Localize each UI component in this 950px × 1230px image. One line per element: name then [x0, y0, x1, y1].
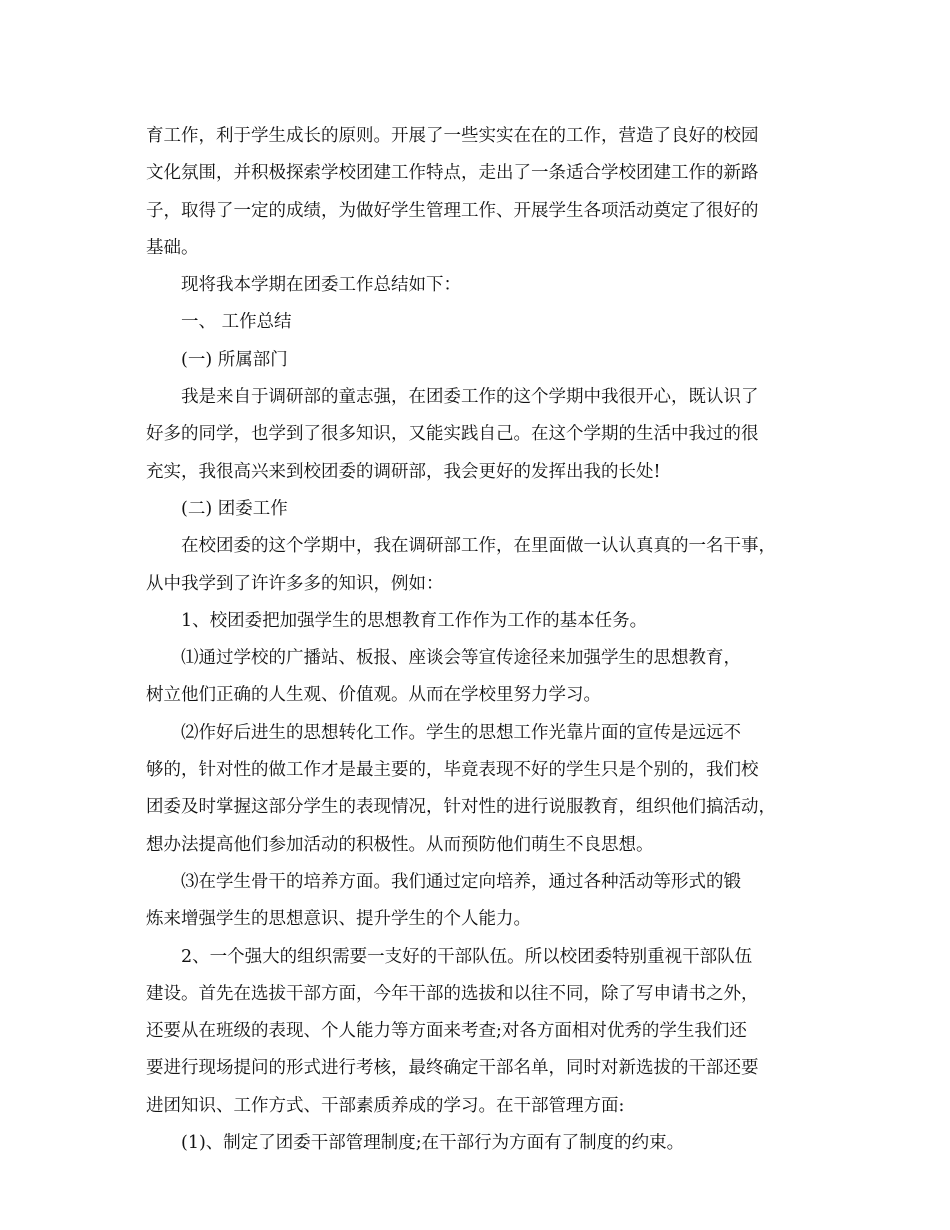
text-line: 团委及时掌握这部分学生的表现情况，针对性的进行说服教育，组织他们搞活动， — [146, 797, 776, 818]
text-line: (一) 所属部门 — [181, 349, 288, 370]
text-line: 进团知识、工作方式、干部素质养成的学习。在干部管理方面: — [146, 1095, 625, 1116]
text-line: 育工作，利于学生成长的原则。开展了一些实实在在的工作，营造了良好的校园 — [146, 126, 759, 146]
text-line: ⑵作好后进生的思想转化工作。学生的思想工作光靠片面的宣传是远远不 — [181, 722, 741, 743]
text-line: 树立他们正确的人生观、价值观。从而在学校里努力学习。 — [146, 685, 601, 706]
text-line: 2、一个强大的组织需要一支好的干部队伍。所以校团委特别重视干部队伍 — [181, 946, 753, 967]
text-line: 想办法提高他们参加活动的积极性。从而预防他们萌生不良思想。 — [146, 834, 654, 855]
text-line: (二) 团委工作 — [181, 498, 288, 519]
text-line: 建设。首先在选拔干部方面，今年干部的选拔和以往不同，除了写申请书之外， — [146, 983, 759, 1004]
text-line: ⑶在学生骨干的培养方面。我们通过定向培养，通过各种活动等形式的锻 — [181, 871, 741, 892]
text-line: 要进行现场提问的形式进行考核，最终确定干部名单，同时对新选拔的干部还要 — [146, 1058, 759, 1079]
text-line: 够的，针对性的做工作才是最主要的，毕竟表现不好的学生只是个别的，我们校 — [146, 760, 759, 781]
text-line: 基础。 — [146, 237, 199, 258]
text-line: 炼来增强学生的思想意识、提升学生的个人能力。 — [146, 909, 531, 930]
text-line: (1)、制定了团委干部管理制度;在干部行为方面有了制度的约束。 — [181, 1133, 685, 1154]
text-line: 好多的同学，也学到了很多知识，又能实践自己。在这个学期的生活中我过的很 — [146, 424, 759, 445]
text-line: 文化氛围，并积极探索学校团建工作特点，走出了一条适合学校团建工作的新路 — [146, 163, 759, 184]
text-line: 充实，我很高兴来到校团委的调研部，我会更好的发挥出我的长处! — [146, 461, 661, 482]
document-body — [146, 118, 816, 1162]
text-line: ⑴通过学校的广播站、板报、座谈会等宣传途径来加强学生的思想教育， — [181, 648, 741, 669]
text-line: 我是来自于调研部的童志强，在团委工作的这个学期中我很开心，既认识了 — [181, 387, 759, 408]
text-line: 从中我学到了许许多多的知识，例如： — [146, 573, 444, 594]
text-line: 1、校团委把加强学生的思想教育工作作为工作的基本任务。 — [181, 610, 648, 631]
text-line: 子，取得了一定的成绩，为做好学生管理工作、开展学生各项活动奠定了很好的 — [146, 200, 759, 221]
text-line: 一、 工作总结 — [181, 312, 292, 333]
text-line: 在校团委的这个学期中，我在调研部工作，在里面做一认认真真的一名干事， — [181, 536, 776, 557]
text-line: 现将我本学期在团委工作总结如下： — [181, 275, 461, 296]
text-line: 还要从在班级的表现、个人能力等方面来考查;对各方面相对优秀的学生我们还 — [146, 1021, 747, 1042]
